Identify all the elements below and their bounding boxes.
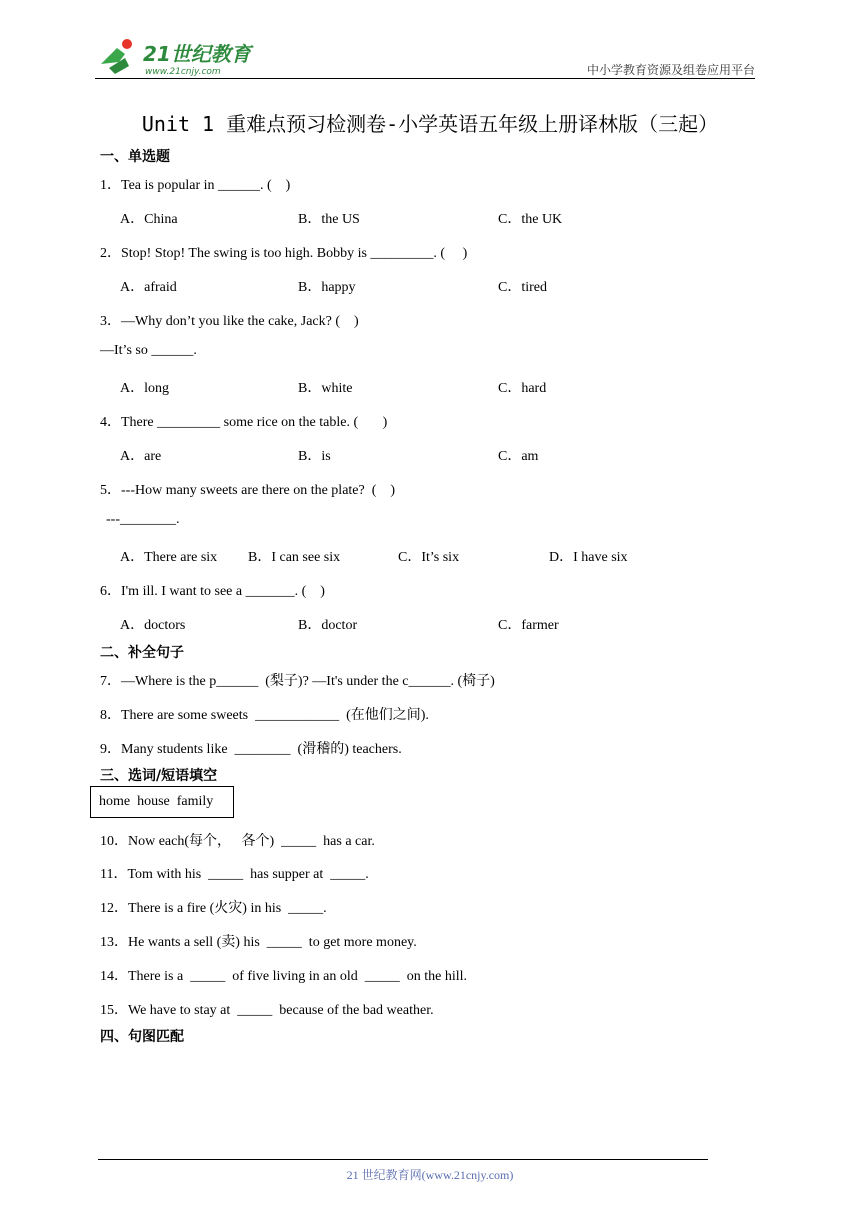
question-5-answer-line: ---________.	[106, 512, 180, 527]
question-8: 8．There are some sweets ____________ (在他们之间).	[100, 708, 429, 723]
footer-divider	[98, 1159, 708, 1160]
q2-option-b[interactable]: B．happy	[298, 280, 356, 295]
q6-option-b[interactable]: B．doctor	[298, 618, 358, 633]
q2-option-a[interactable]: A．afraid	[120, 280, 177, 295]
question-3: 3．—Why don’t you like the cake, Jack? ( )	[100, 314, 359, 329]
q6-option-a[interactable]: A．doctors	[120, 618, 186, 633]
question-12: 12．There is a fire (火灾) in his _____.	[100, 901, 327, 916]
q1-option-b[interactable]: B．the US	[298, 212, 360, 227]
question-5: 5．---How many sweets are there on the plate? ( )	[100, 483, 396, 498]
q3-option-b[interactable]: B．white	[298, 381, 353, 396]
section-heading-1: 一、单选题	[100, 149, 170, 165]
section-heading-2: 二、补全句子	[100, 645, 184, 661]
question-6: 6．I'm ill. I want to see a _______. ( )	[100, 584, 325, 599]
question-2: 2．Stop! Stop! The swing is too high. Bobby is _________. ( )	[100, 246, 468, 261]
page-title: Unit 1 重难点预习检测卷-小学英语五年级上册译林版（三起）	[141, 112, 719, 136]
site-logo	[95, 34, 260, 80]
word-bank-box: home house family	[90, 786, 234, 818]
page-header	[95, 34, 755, 80]
q4-option-a[interactable]: A．are	[120, 449, 162, 464]
q3-option-a[interactable]: A．long	[120, 381, 169, 396]
q3-option-c[interactable]: C．hard	[498, 381, 547, 396]
question-13: 13．He wants a sell (卖) his _____ to get more money.	[100, 935, 417, 950]
section-heading-4: 四、句图匹配	[100, 1029, 184, 1045]
q2-option-c[interactable]: C．tired	[498, 280, 547, 295]
question-3-answer-line: —It’s so ______.	[100, 343, 197, 358]
svg-text:21世纪教育: 21世纪教育	[143, 42, 251, 66]
question-1: 1．Tea is popular in ______. ( )	[100, 178, 291, 193]
section-heading-3: 三、选词/短语填空	[100, 768, 218, 784]
question-10: 10．Now each(每个， 各个) _____ has a car.	[100, 834, 375, 849]
q5-option-d[interactable]: D．I have six	[549, 550, 628, 565]
question-7: 7．—Where is the p______ (梨子)? —It's under the c______. (椅子)	[100, 674, 495, 689]
q6-option-c[interactable]: C．farmer	[498, 618, 559, 633]
question-15: 15．We have to stay at _____ because of the bad weather.	[100, 1003, 434, 1018]
q1-option-c[interactable]: C．the UK	[498, 212, 563, 227]
header-platform-text: 中小学教育资源及组卷应用平台	[586, 63, 755, 77]
header-divider	[95, 78, 755, 79]
question-9: 9．Many students like ________ (滑稽的) teachers.	[100, 742, 402, 757]
question-4: 4．There _________ some rice on the table. ( )	[100, 415, 388, 430]
question-14: 14．There is a _____ of five living in an old _____ on the hill.	[100, 969, 468, 984]
svg-text:www.21cnjy.com: www.21cnjy.com	[145, 67, 221, 77]
q5-option-c[interactable]: C．It’s six	[398, 550, 460, 565]
q4-option-b[interactable]: B．is	[298, 449, 331, 464]
q1-option-a[interactable]: A．China	[120, 212, 178, 227]
footer-text[interactable]: 21 世纪教育网(www.21cnjy.com)	[346, 1168, 514, 1182]
q4-option-c[interactable]: C．am	[498, 449, 539, 464]
question-11: 11．Tom with his _____ has supper at _____.	[100, 867, 369, 882]
q5-option-a[interactable]: A．There are six	[120, 550, 218, 565]
q5-option-b[interactable]: B．I can see six	[248, 550, 341, 565]
